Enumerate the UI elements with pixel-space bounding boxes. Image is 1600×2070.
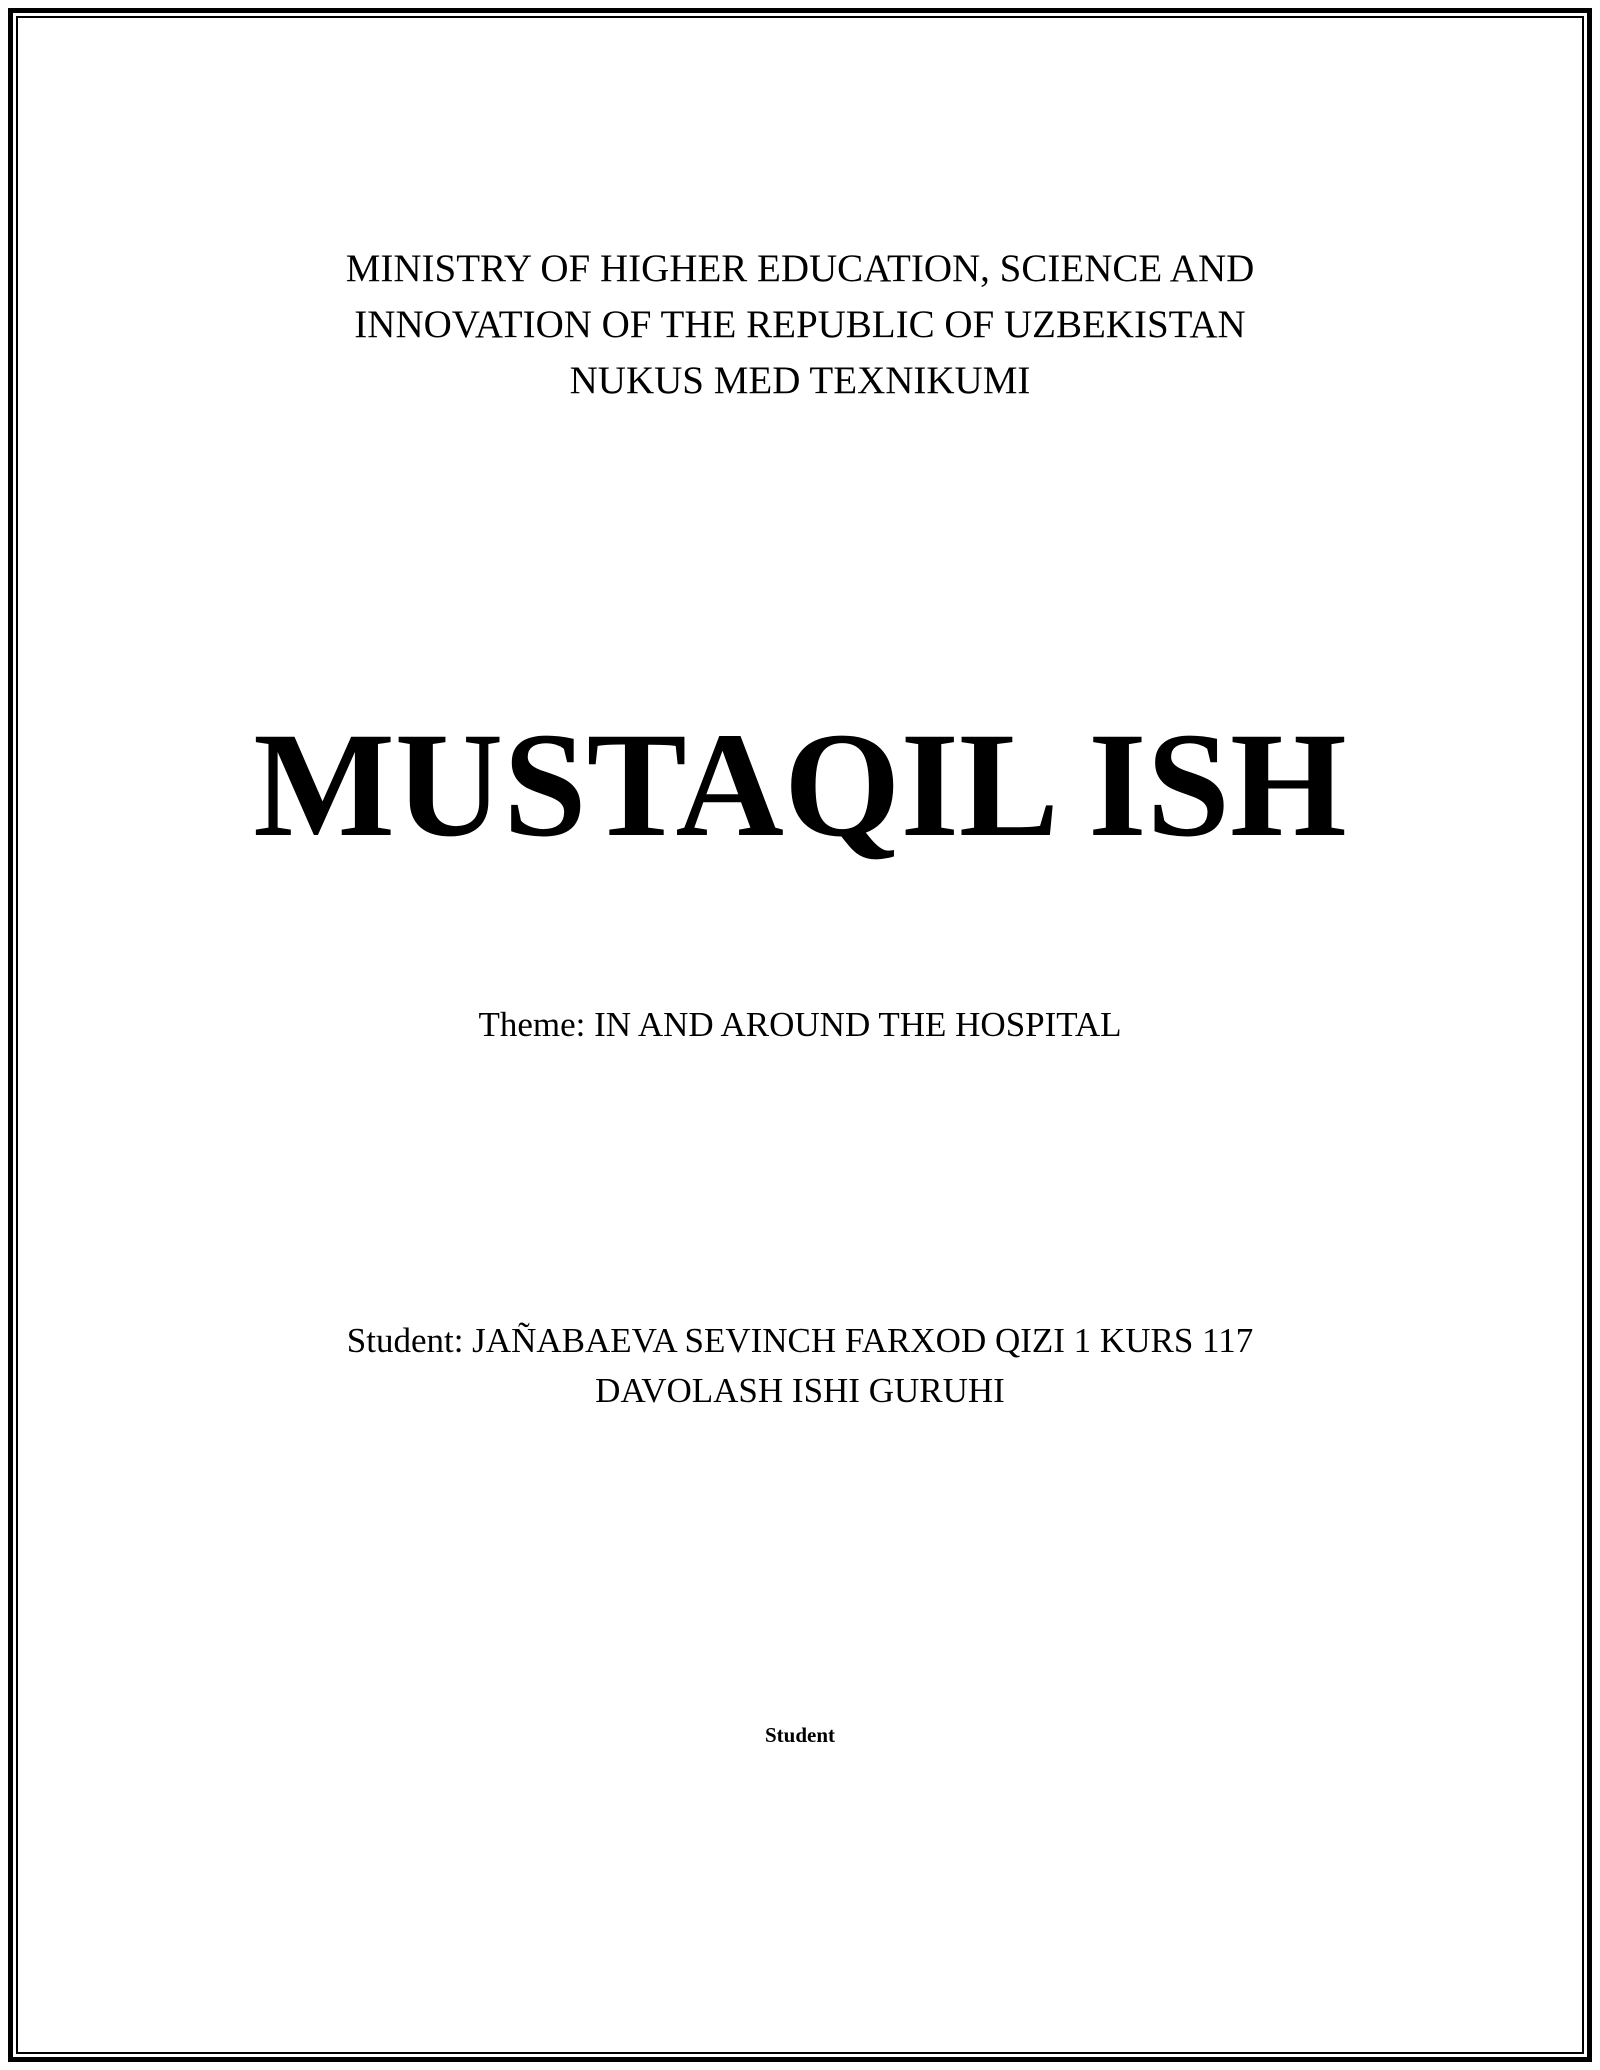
document-title: MUSTAQIL ISH — [253, 702, 1347, 868]
theme-line: Theme: IN AND AROUND THE HOSPITAL — [478, 1005, 1122, 1044]
institution-header — [0, 241, 1600, 409]
ministry-line-2: INNOVATION OF THE REPUBLIC OF UZBEKISTAN — [354, 303, 1246, 346]
ministry-line-1: MINISTRY OF HIGHER EDUCATION, SCIENCE AND — [345, 247, 1255, 290]
student-footer-label: Student — [764, 1723, 836, 1747]
student-name-line: Student: JAÑABAEVA SEVINCH FARXOD QIZI 1 KURS 117 — [346, 1321, 1254, 1360]
student-info — [0, 1316, 1600, 1416]
student-group-line: DAVOLASH ISHI GURUHI — [595, 1371, 1005, 1410]
institution-name: NUKUS MED TEXNIKUMI — [569, 359, 1031, 402]
